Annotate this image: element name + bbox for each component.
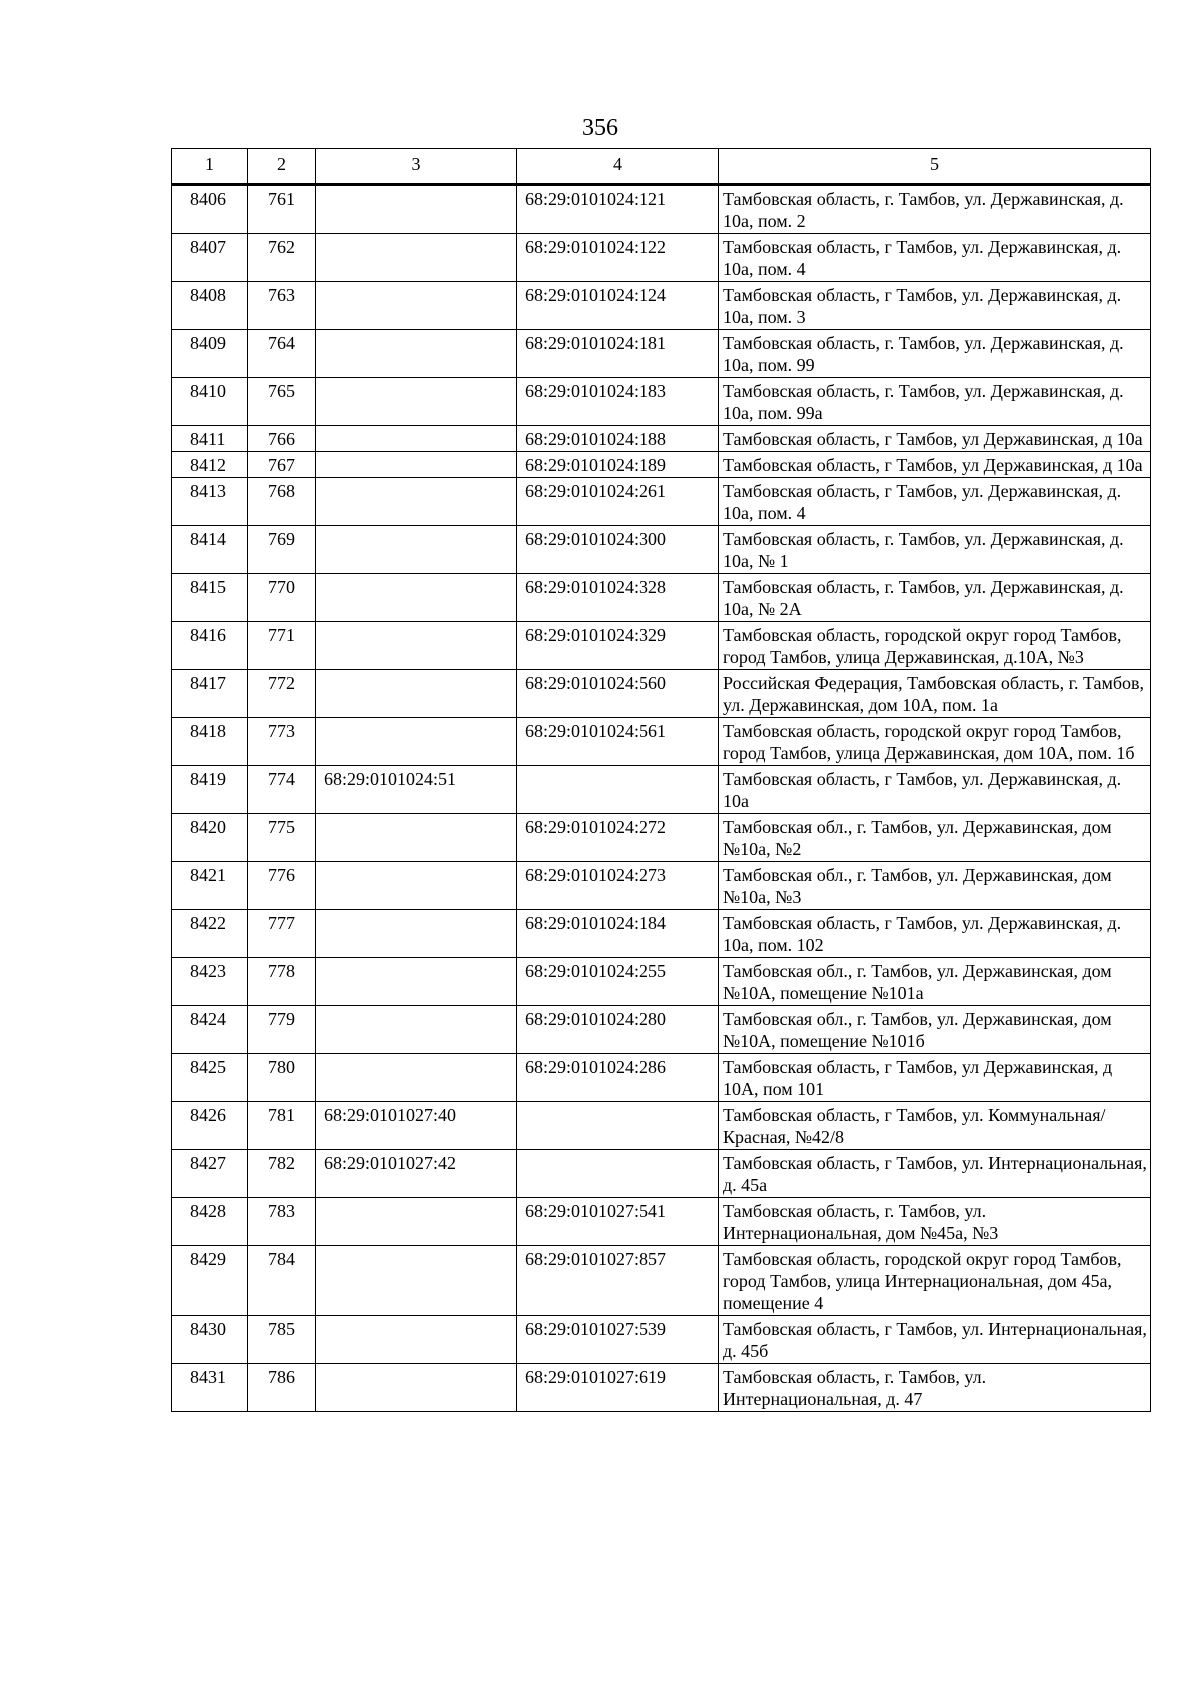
address-cell: Тамбовская область, городской округ город Тамбов, город Тамбов, улица Державинская, д.10А, №3 <box>719 622 1151 670</box>
item-number-cell: 782 <box>248 1150 316 1198</box>
table-row <box>172 234 1151 282</box>
table-row <box>172 1054 1151 1102</box>
table-row <box>172 718 1151 766</box>
row-number-cell: 8421 <box>172 862 248 910</box>
address-cell: Тамбовская область, г Тамбов, ул. Коммунальная/Красная, №42/8 <box>719 1102 1151 1150</box>
object-cadastral-number-cell: 68:29:0101024:121 <box>517 185 719 234</box>
object-cadastral-number-cell <box>517 1150 719 1198</box>
address-cell: Тамбовская область, г Тамбов, ул. Державинская, д. 10а, пом. 102 <box>719 910 1151 958</box>
object-cadastral-number-cell: 68:29:0101024:328 <box>517 574 719 622</box>
table-row <box>172 622 1151 670</box>
item-number-cell: 784 <box>248 1246 316 1316</box>
table-row <box>172 282 1151 330</box>
row-number-cell: 8424 <box>172 1006 248 1054</box>
object-cadastral-number-cell: 68:29:0101024:122 <box>517 234 719 282</box>
land-cadastral-number-cell <box>316 526 517 574</box>
land-cadastral-number-cell <box>316 622 517 670</box>
row-number-cell: 8430 <box>172 1316 248 1364</box>
object-cadastral-number-cell: 68:29:0101027:541 <box>517 1198 719 1246</box>
table-body <box>172 185 1151 1412</box>
land-cadastral-number-cell <box>316 426 517 452</box>
object-cadastral-number-cell: 68:29:0101024:300 <box>517 526 719 574</box>
item-number-cell: 780 <box>248 1054 316 1102</box>
object-cadastral-number-cell: 68:29:0101024:124 <box>517 282 719 330</box>
object-cadastral-number-cell: 68:29:0101024:183 <box>517 378 719 426</box>
address-cell: Тамбовская область, городской округ город Тамбов, город Тамбов, улица Державинская, дом 10А, пом. 1б <box>719 718 1151 766</box>
land-cadastral-number-cell <box>316 330 517 378</box>
row-number-cell: 8407 <box>172 234 248 282</box>
item-number-cell: 764 <box>248 330 316 378</box>
object-cadastral-number-cell: 68:29:0101024:272 <box>517 814 719 862</box>
table-row <box>172 1246 1151 1316</box>
land-cadastral-number-cell <box>316 910 517 958</box>
land-cadastral-number-cell <box>316 718 517 766</box>
row-number-cell: 8406 <box>172 185 248 234</box>
address-cell: Тамбовская область, г. Тамбов, ул. Державинская, д. 10а, № 2А <box>719 574 1151 622</box>
page-number: 356 <box>582 115 618 141</box>
column-header: 3 <box>316 149 517 185</box>
land-cadastral-number-cell <box>316 1006 517 1054</box>
land-cadastral-number-cell <box>316 478 517 526</box>
land-cadastral-number-cell <box>316 1364 517 1412</box>
address-cell: Тамбовская область, городской округ город Тамбов, город Тамбов, улица Интернациональная, дом 45а, помещение 4 <box>719 1246 1151 1316</box>
land-cadastral-number-cell <box>316 958 517 1006</box>
land-cadastral-number-cell <box>316 185 517 234</box>
item-number-cell: 785 <box>248 1316 316 1364</box>
row-number-cell: 8414 <box>172 526 248 574</box>
table-row <box>172 670 1151 718</box>
object-cadastral-number-cell: 68:29:0101024:181 <box>517 330 719 378</box>
item-number-cell: 773 <box>248 718 316 766</box>
object-cadastral-number-cell: 68:29:0101024:189 <box>517 452 719 478</box>
address-cell: Тамбовская область, г Тамбов, ул Державинская, д 10А, пом 101 <box>719 1054 1151 1102</box>
row-number-cell: 8416 <box>172 622 248 670</box>
address-cell: Тамбовская обл., г. Тамбов, ул. Державинская, дом №10А, помещение №101б <box>719 1006 1151 1054</box>
row-number-cell: 8422 <box>172 910 248 958</box>
object-cadastral-number-cell: 68:29:0101024:561 <box>517 718 719 766</box>
row-number-cell: 8415 <box>172 574 248 622</box>
land-cadastral-number-cell: 68:29:0101027:40 <box>316 1102 517 1150</box>
land-cadastral-number-cell <box>316 282 517 330</box>
land-cadastral-number-cell <box>316 862 517 910</box>
item-number-cell: 766 <box>248 426 316 452</box>
table-row <box>172 452 1151 478</box>
object-cadastral-number-cell: 68:29:0101024:255 <box>517 958 719 1006</box>
item-number-cell: 783 <box>248 1198 316 1246</box>
object-cadastral-number-cell: 68:29:0101024:184 <box>517 910 719 958</box>
land-cadastral-number-cell <box>316 1246 517 1316</box>
land-cadastral-number-cell <box>316 814 517 862</box>
table-row <box>172 1316 1151 1364</box>
land-cadastral-number-cell <box>316 670 517 718</box>
column-header: 1 <box>172 149 248 185</box>
address-cell: Тамбовская обл., г. Тамбов, ул. Державинская, дом №10А, помещение №101а <box>719 958 1151 1006</box>
item-number-cell: 775 <box>248 814 316 862</box>
table-row <box>172 862 1151 910</box>
address-cell: Тамбовская область, г Тамбов, ул. Интернациональная, д. 45б <box>719 1316 1151 1364</box>
table-row <box>172 766 1151 814</box>
item-number-cell: 772 <box>248 670 316 718</box>
row-number-cell: 8408 <box>172 282 248 330</box>
item-number-cell: 771 <box>248 622 316 670</box>
address-cell: Тамбовская область, г Тамбов, ул. Интернациональная, д. 45а <box>719 1150 1151 1198</box>
address-cell: Тамбовская область, г Тамбов, ул Державинская, д 10а <box>719 452 1151 478</box>
address-cell: Тамбовская область, г. Тамбов, ул. Державинская, д. 10а, № 1 <box>719 526 1151 574</box>
table-row <box>172 526 1151 574</box>
address-cell: Тамбовская область, г Тамбов, ул Державинская, д 10а <box>719 426 1151 452</box>
row-number-cell: 8420 <box>172 814 248 862</box>
column-header: 4 <box>517 149 719 185</box>
land-cadastral-number-cell <box>316 452 517 478</box>
land-cadastral-number-cell <box>316 1316 517 1364</box>
object-cadastral-number-cell <box>517 766 719 814</box>
row-number-cell: 8417 <box>172 670 248 718</box>
row-number-cell: 8425 <box>172 1054 248 1102</box>
row-number-cell: 8429 <box>172 1246 248 1316</box>
item-number-cell: 786 <box>248 1364 316 1412</box>
address-cell: Тамбовская область, г. Тамбов, ул. Интернациональная, д. 47 <box>719 1364 1151 1412</box>
row-number-cell: 8426 <box>172 1102 248 1150</box>
object-cadastral-number-cell: 68:29:0101027:619 <box>517 1364 719 1412</box>
object-cadastral-number-cell: 68:29:0101024:188 <box>517 426 719 452</box>
item-number-cell: 778 <box>248 958 316 1006</box>
row-number-cell: 8428 <box>172 1198 248 1246</box>
table-header-row <box>172 149 1151 185</box>
table-row <box>172 958 1151 1006</box>
object-cadastral-number-cell: 68:29:0101024:280 <box>517 1006 719 1054</box>
land-cadastral-number-cell <box>316 574 517 622</box>
column-header: 2 <box>248 149 316 185</box>
column-header: 5 <box>719 149 1151 185</box>
address-cell: Тамбовская обл., г. Тамбов, ул. Державинская, дом №10а, №3 <box>719 862 1151 910</box>
address-cell: Тамбовская область, г. Тамбов, ул. Интернациональная, дом №45а, №3 <box>719 1198 1151 1246</box>
table-row <box>172 1198 1151 1246</box>
item-number-cell: 776 <box>248 862 316 910</box>
item-number-cell: 770 <box>248 574 316 622</box>
row-number-cell: 8419 <box>172 766 248 814</box>
address-cell: Тамбовская обл., г. Тамбов, ул. Державинская, дом №10а, №2 <box>719 814 1151 862</box>
object-cadastral-number-cell: 68:29:0101024:261 <box>517 478 719 526</box>
address-cell: Тамбовская область, г. Тамбов, ул. Державинская, д. 10а, пом. 99а <box>719 378 1151 426</box>
object-cadastral-number-cell: 68:29:0101024:286 <box>517 1054 719 1102</box>
table-row <box>172 1364 1151 1412</box>
property-table <box>171 148 1151 1412</box>
object-cadastral-number-cell: 68:29:0101027:857 <box>517 1246 719 1316</box>
land-cadastral-number-cell <box>316 234 517 282</box>
table-row <box>172 1102 1151 1150</box>
object-cadastral-number-cell <box>517 1102 719 1150</box>
address-cell: Тамбовская область, г Тамбов, ул. Державинская, д. 10а, пом. 4 <box>719 478 1151 526</box>
row-number-cell: 8412 <box>172 452 248 478</box>
item-number-cell: 779 <box>248 1006 316 1054</box>
land-cadastral-number-cell <box>316 1054 517 1102</box>
item-number-cell: 761 <box>248 185 316 234</box>
item-number-cell: 762 <box>248 234 316 282</box>
item-number-cell: 774 <box>248 766 316 814</box>
address-cell: Российская Федерация, Тамбовская область, г. Тамбов, ул. Державинская, дом 10А, пом. 1а <box>719 670 1151 718</box>
land-cadastral-number-cell <box>316 1198 517 1246</box>
table-row <box>172 1150 1151 1198</box>
land-cadastral-number-cell: 68:29:0101024:51 <box>316 766 517 814</box>
land-cadastral-number-cell: 68:29:0101027:42 <box>316 1150 517 1198</box>
table-row <box>172 910 1151 958</box>
object-cadastral-number-cell: 68:29:0101024:329 <box>517 622 719 670</box>
item-number-cell: 781 <box>248 1102 316 1150</box>
table-row <box>172 1006 1151 1054</box>
address-cell: Тамбовская область, г. Тамбов, ул. Державинская, д. 10а, пом. 2 <box>719 185 1151 234</box>
row-number-cell: 8423 <box>172 958 248 1006</box>
item-number-cell: 777 <box>248 910 316 958</box>
row-number-cell: 8413 <box>172 478 248 526</box>
object-cadastral-number-cell: 68:29:0101024:560 <box>517 670 719 718</box>
table-row <box>172 185 1151 234</box>
row-number-cell: 8431 <box>172 1364 248 1412</box>
address-cell: Тамбовская область, г Тамбов, ул. Державинская, д. 10а, пом. 4 <box>719 234 1151 282</box>
address-cell: Тамбовская область, г Тамбов, ул. Державинская, д. 10а <box>719 766 1151 814</box>
row-number-cell: 8411 <box>172 426 248 452</box>
row-number-cell: 8427 <box>172 1150 248 1198</box>
row-number-cell: 8409 <box>172 330 248 378</box>
item-number-cell: 763 <box>248 282 316 330</box>
table-row <box>172 574 1151 622</box>
table-row <box>172 814 1151 862</box>
object-cadastral-number-cell: 68:29:0101027:539 <box>517 1316 719 1364</box>
item-number-cell: 767 <box>248 452 316 478</box>
address-cell: Тамбовская область, г. Тамбов, ул. Державинская, д. 10а, пом. 99 <box>719 330 1151 378</box>
table-row <box>172 330 1151 378</box>
row-number-cell: 8410 <box>172 378 248 426</box>
item-number-cell: 765 <box>248 378 316 426</box>
object-cadastral-number-cell: 68:29:0101024:273 <box>517 862 719 910</box>
item-number-cell: 769 <box>248 526 316 574</box>
row-number-cell: 8418 <box>172 718 248 766</box>
table-row <box>172 426 1151 452</box>
land-cadastral-number-cell <box>316 378 517 426</box>
address-cell: Тамбовская область, г Тамбов, ул. Державинская, д. 10а, пом. 3 <box>719 282 1151 330</box>
item-number-cell: 768 <box>248 478 316 526</box>
table-row <box>172 378 1151 426</box>
table-row <box>172 478 1151 526</box>
